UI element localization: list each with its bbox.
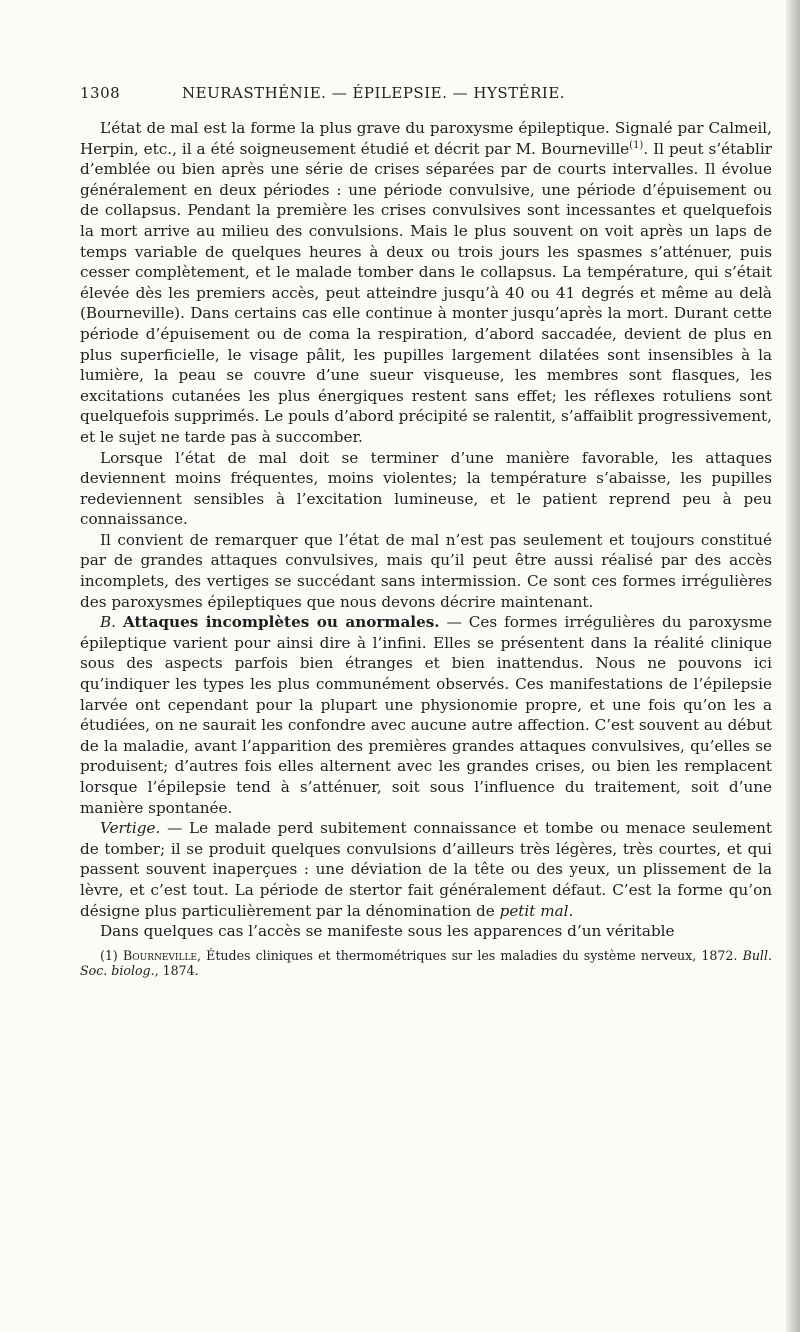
- footnote-year: 1874.: [158, 963, 199, 979]
- section-heading: Attaques incomplètes ou anormales.: [123, 613, 440, 632]
- paragraph-vertige: [80, 818, 772, 921]
- running-head: [80, 84, 772, 110]
- page-number: 1308: [80, 84, 121, 102]
- page-edge-shadow: [786, 0, 800, 1332]
- section-label: B.: [100, 613, 116, 632]
- term-petit-mal: petit mal.: [499, 901, 574, 920]
- footnote-text: Études cliniques et thermométriques sur les maladies du système nerveux, 1872.: [201, 947, 743, 963]
- subsection-heading: Vertige.: [100, 819, 161, 838]
- running-title: NEURASTHÉNIE. — ÉPILEPSIE. — HYSTÉRIE.: [182, 84, 566, 102]
- footnote-number: (1): [100, 947, 118, 963]
- paragraph-favorable-end: Lorsque l’état de mal doit se terminer d’une manière favorable, les attaques deviennent moins fréquentes, moins violentes; la température s’abaisse, les pupilles redeviennent sensibles à l’excitation lumineuse, et le patient reprend peu à peu connaissance.: [80, 448, 772, 529]
- book-page: [80, 84, 772, 979]
- paragraph-attaques-incompletes: [80, 612, 772, 818]
- paragraph-text: L’état de mal est la forme la plus grave du paroxysme épileptique. Signalé par Calmeil, Herpin, etc., il a été soigneusement étudié et décrit par M. Bourneville: [80, 119, 772, 158]
- paragraph-text: . Il peut s’établir d’emblée ou bien après une série de crises séparées par de courts intervalles. Il évolue généralement en deux périodes : une période convulsive, une période d’épuisement ou de collapsus. Pendant la première les crises convulsives sont incessantes et quelquefois la mort arrive au milieu des convulsions. Mais le plus souvent on voit après un laps de temps variable de quelques heures à deux ou trois jours les spasmes s’atténuer, puis cesser complètement, et le malade tomber dans le collapsus. La température, qui s’était élevée dès les premiers accès, peut atteindre jusqu’à 40 ou 41 degrés et même au delà (Bourneville). Dans certains cas elle continue à monter jusqu’après la mort. Durant cette période d’épuisement ou de coma la respiration, d’abord saccadée, devient de plus en plus superficielle, le visage pâlit, les pupilles largement dilatées sont insensibles à la lumière, la peau se couvre d’une sueur visqueuse, les membres sont flasques, les excitations cutanées les plus énergiques restent sans effet; les réflexes rotuliens sont quelquefois supprimés. Le pouls d’abord précipité se ralentit, s’affaiblit progressivement, et le sujet ne tarde pas à succomber.: [80, 139, 772, 446]
- paragraph-irregular-forms: Il convient de remarquer que l’état de mal n’est pas seulement et toujours constitué par de grandes attaques convulsives, mais qu’il peut être aussi réalisé par des accès incomplets, des vertiges se succédant sans intermission. Ce sont ces formes irrégulières des paroxysmes épileptiques que nous devons décrire maintenant.: [80, 530, 772, 611]
- paragraph-continued: Dans quelques cas l’accès se manifeste sous les apparences d’un véritable: [100, 922, 675, 941]
- footnote-author: Bourneville,: [122, 947, 202, 963]
- footnotes: [80, 948, 772, 979]
- footnote-journal: Bull. Soc. biolog.,: [80, 947, 772, 979]
- paragraph-text: — Le malade perd subitement connaissance et tombe ou menace seulement de tomber; il se produit quelques convulsions d’ailleurs très légères, très courtes, et qui passent souvent inaperçues : une déviation de la tête ou des yeux, un plissement de la lèvre, et c’est tout. La période de stertor fait généralement défaut. C’est la forme qu’on désigne plus particulièrement par la dénomination de: [80, 819, 772, 920]
- footnote-1: [80, 948, 772, 979]
- body-text: [80, 118, 772, 942]
- footnote-reference: (1): [629, 139, 644, 151]
- paragraph-text: — Ces formes irrégulières du paroxysme épileptique varient pour ainsi dire à l’infini. Elles se présentent dans la réalité clinique sous des aspects parfois bien étranges et bien inattendus. Nous ne pouvons ici qu’indiquer les types les plus communément observés. Ces manifestations de l’épilepsie larvée ont cependant pour la plupart une physionomie propre, et une fois qu’on les a étudiées, on ne saurait les confondre avec aucune autre affection. C’est souvent au début de la maladie, avant l’apparition des premières grandes attaques convulsives, qu’elles se produisent; d’autres fois elles alternent avec les grandes crises, ou bien les remplacent lorsque l’épilepsie tend à s’atténuer, soit sous l’influence du traitement, soit d’une manière spontanée.: [80, 613, 773, 817]
- paragraph-etat-de-mal: [80, 118, 772, 448]
